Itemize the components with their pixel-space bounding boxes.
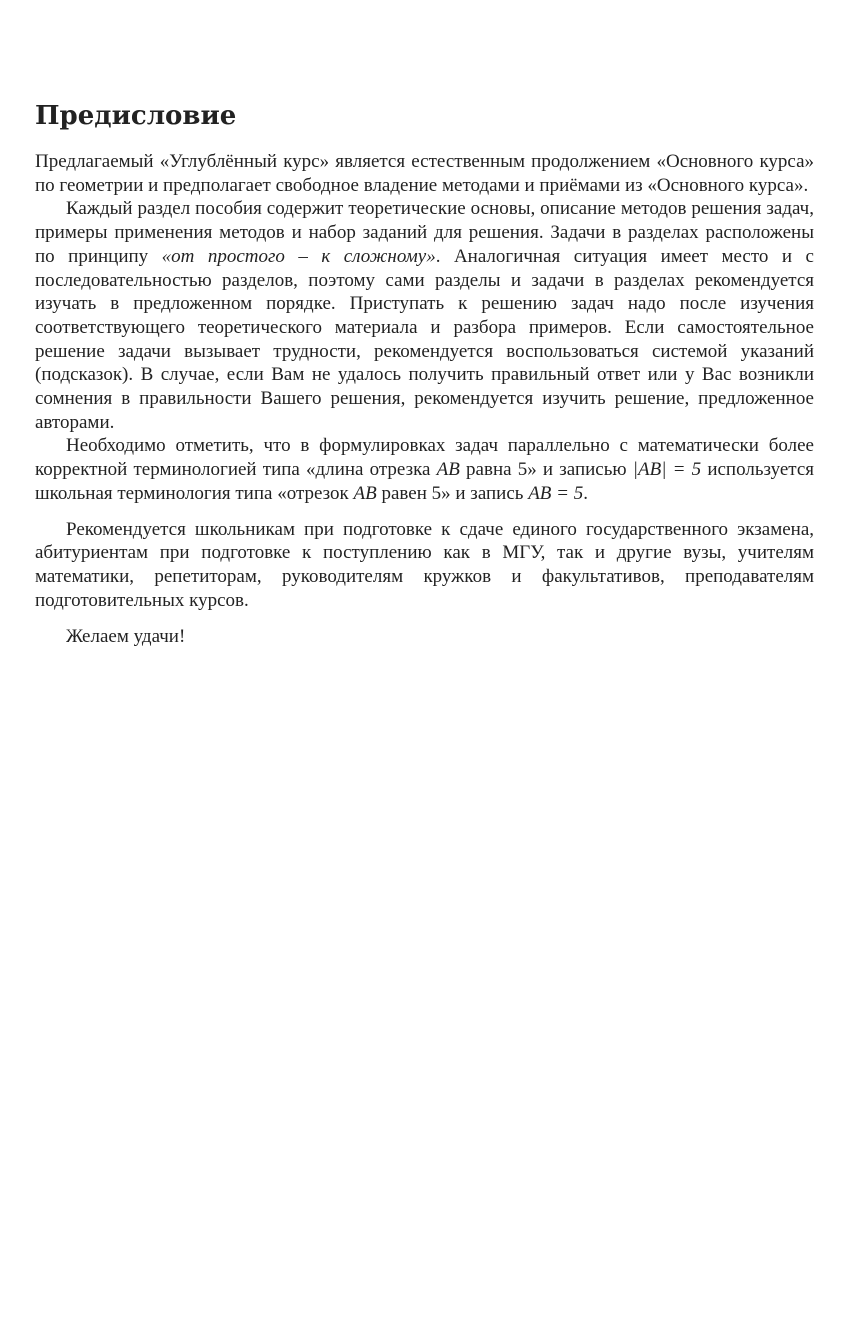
math-abs-ab: |AB| = 5 [632,459,702,481]
math-ab-2: AB [353,482,377,504]
terminology-text-4: равен 5» и запись [376,482,529,504]
principle-italic: «от простого – к сложному» [161,245,436,267]
math-ab-eq: AB = 5 [528,482,584,504]
terminology-text-5: . [583,482,588,504]
math-ab-1: AB [436,459,460,481]
terminology-text-3: используется школьная терминология типа «отрезок [35,459,814,504]
page-title: Предисловие [35,101,237,131]
paragraph-structure-text-2: . Аналогичная ситуация имеет место и с последовательностью разделов, поэтому сами разделы и задачи в разделах рекомендуется изучать в предложенном порядке. Приступать к решению задач надо после изучения соответствующего теоретического материала и разбора примеров. Если самостоятельное решение задачи вызывает трудности, рекомендуется воспользоваться системой указаний (подсказок). В случае, если Вам не удалось получить правильный ответ или у Вас возникли сомнения в правильности Вашего решения, рекомендуется изучить решение, предложенное авторами. [35,245,814,433]
paragraph-intro: Предлагаемый «Углублённый курс» является естественным продолжением «Основного курса» по геометрии и предполагает свободное владение методами и приёмами из «Основного курса». [35,151,814,196]
terminology-text-1: Необходимо отметить, что в формулировках задач параллельно с математически более корректной терминологией типа «длина отрезка [35,435,814,481]
paragraph-audience: Рекомендуется школьникам при подготовке к сдаче единого государственного экзамена, абитуриентам при подготовке к поступлению как в МГУ, так и другие вузы, учителям математики, репетиторам, руководителям кружков и факультативов, преподавателям подготовительных курсов. [35,518,814,611]
paragraph-structure [35,197,814,434]
paragraph-terminology [35,434,814,505]
paragraph-closing: Желаем удачи! [66,626,186,648]
terminology-text-2: равна 5» и записью [459,459,633,481]
paragraph-structure-text-1: Каждый раздел пособия содержит теоретические основы, описание методов решения задач, примеры применения методов и набор заданий для решения. Задачи в разделах расположены по принципу [35,198,814,267]
preface-page [35,96,814,649]
